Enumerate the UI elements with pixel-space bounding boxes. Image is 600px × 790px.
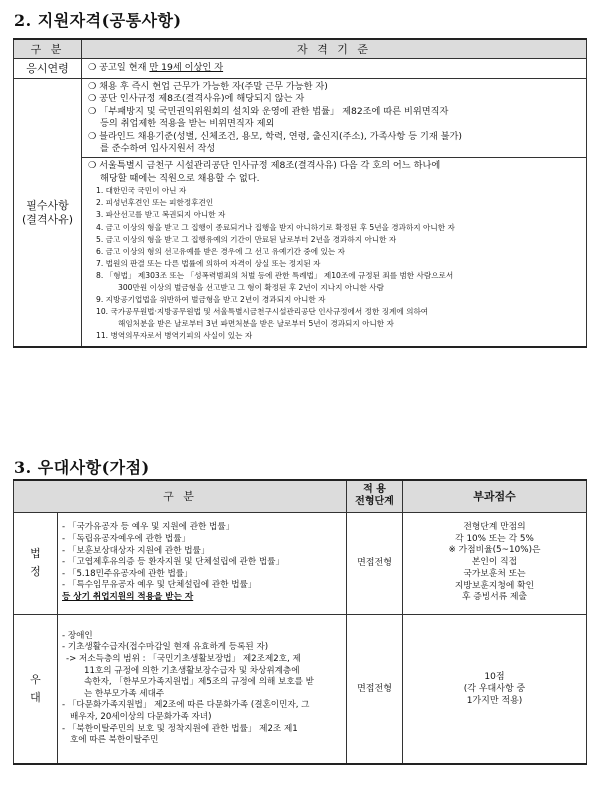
header-category: 구 분 — [14, 39, 82, 59]
preference-table — [13, 479, 587, 765]
preference-stage: 면접전형 — [347, 614, 403, 764]
required-label: 필수사항 (결격사유) — [14, 79, 82, 348]
req-item-cont: 해당할 때에는 직원으로 채용할 수 없다. — [100, 172, 260, 184]
section2-title: 2. 지원자격(공통사항) — [14, 11, 182, 30]
req-item: ❍ 「부패방지 및 국민권익위원회의 설치와 운영에 관한 법률」 제82조에 따른 비위면직자 — [88, 105, 449, 117]
preference-points: 10점 (각 우대사항 중 1가지만 적용) — [403, 614, 587, 764]
preference-items: - 장애인 - 기초생활수급자(접수마감일 현재 유효하게 등록된 자) -> 저소득층의 범위 : 「국민기초생활보장법」 제2조제2호, 제 11호의 규정에 의한 기초생활보장수급자 및 차상위계층에 속한자, 「한부모가족지원법」제5조의 규정에 의해 보호를 받 는 한부모가족 세대주 - 「다문화가족지원법」 제2조에 따른 다문화가족 (결혼이민자, 그 배우자, 20세이상의 다문화가족 자녀) - 「북한이탈주민의 보호 및 정착지원에 관한 법률」 제2조 제1 호에 따른 북한이탈주민 — [58, 614, 347, 764]
header-points: 부과점수 — [403, 480, 587, 512]
required-criteria — [82, 79, 587, 348]
req-item-cont: 를 준수하여 입사지원서 작성 — [100, 143, 216, 155]
req-item: ❍ 블라인드 채용기준(성별, 신체조건, 용모, 학력, 연령, 출신지(주소), 가족사항 등 기재 불가) — [88, 130, 462, 142]
header-stage: 적 용 전형단계 — [347, 480, 403, 512]
req-item: ❍ 서울특별시 금천구 시설관리공단 인사규정 제8조(결격사유) 다음 각 호의 어느 하나에 — [88, 160, 441, 172]
qualification-table — [13, 38, 587, 348]
req-item: ❍ 공단 인사규정 제8조(결격사유)에 해당되지 않는 자 — [88, 93, 305, 105]
disqualification-list: 1. 대한민국 국민이 아닌 자 2. 피성년후견인 또는 피한정후견인 3. 파산선고를 받고 복권되지 아니한 자 4. 금고 이상의 형을 받고 그 집행이 종료되거나 집행을 받지 아니하기로 확정된 후 5년을 경과하지 아니한 자 5. 금고 이상의 형을 받고 그 집행유예의 기간이 만료된 날로부터 2년을 경과하지 아니한 자 6. 금고 이상의 형의 선고유예를 받은 경우에 그 선고 유예기간 중에 있는 자 7. 법원의 판결 또는 다른 법률에 의하여 자격이 상실 또는 정지된 자 8. 「형법」 제303조 또는 「성폭력범죄의 처벌 등에 관한 특례법」 제10조에 규정된 죄를 범한 사람으로서 300만원 이상의 벌금형을 선고받고 그 형이 확정된 후 2년이 지나지 아니한 사람 9. 지방공기업법을 위반하여 벌금형을 받고 2년이 경과되지 아니한 자 10. 국가공무원법·지방공무원법 및 서울특별시금천구시설관리공단 인사규정에서 정한 징계에 의하여 해임처분을 받은 날로부터 3년 파면처분을 받은 날로부터 5년이 경과되지 아니한 자 11. 병역의무자로서 병역기피의 사실이 있는 자 — [96, 186, 455, 341]
legal-points: 전형단계 만점의 각 10% 또는 각 5% ※ 가점비율(5~10%)은 본인이 직접 국가보훈처 또는 지방보훈지청에 확인 후 증빙서류 제출 — [403, 512, 587, 614]
age-criteria: ❍ 공고일 현재 만 19세 이상인 자 — [82, 59, 587, 79]
req-item-cont: 등의 취업제한 적용을 받는 비위면직자 제외 — [100, 118, 275, 130]
legal-items: - 「국가유공자 등 예우 및 지원에 관한 법률」 - 「독립유공자예우에 관한 법률」 - 「보훈보상대상자 지원에 관한 법률」 - 「고엽제후유의증 등 환자지원 및 단체설립에 관한 법률」 - 「5.18민주유공자에 관한 법률」 - 「특수임무유공자 예우 및 단체설립에 관한 법률」 등 상기 취업지원의 적용을 받는 자 — [58, 512, 347, 614]
legal-label: 법 정 — [14, 512, 58, 614]
preference-label: 우 대 — [14, 614, 58, 764]
section3-title: 3. 우대사항(가점) — [14, 458, 150, 477]
header-category: 구 분 — [14, 480, 347, 512]
req-item: ❍ 채용 후 즉시 현업 근무가 가능한 자(주말 근무 가능한 자) — [88, 81, 328, 92]
age-label: 응시연령 — [14, 59, 82, 79]
legal-footer: 등 상기 취업지원의 적용을 받는 자 — [62, 591, 194, 602]
legal-stage: 면접전형 — [347, 512, 403, 614]
header-criteria: 자 격 기 준 — [82, 39, 587, 59]
